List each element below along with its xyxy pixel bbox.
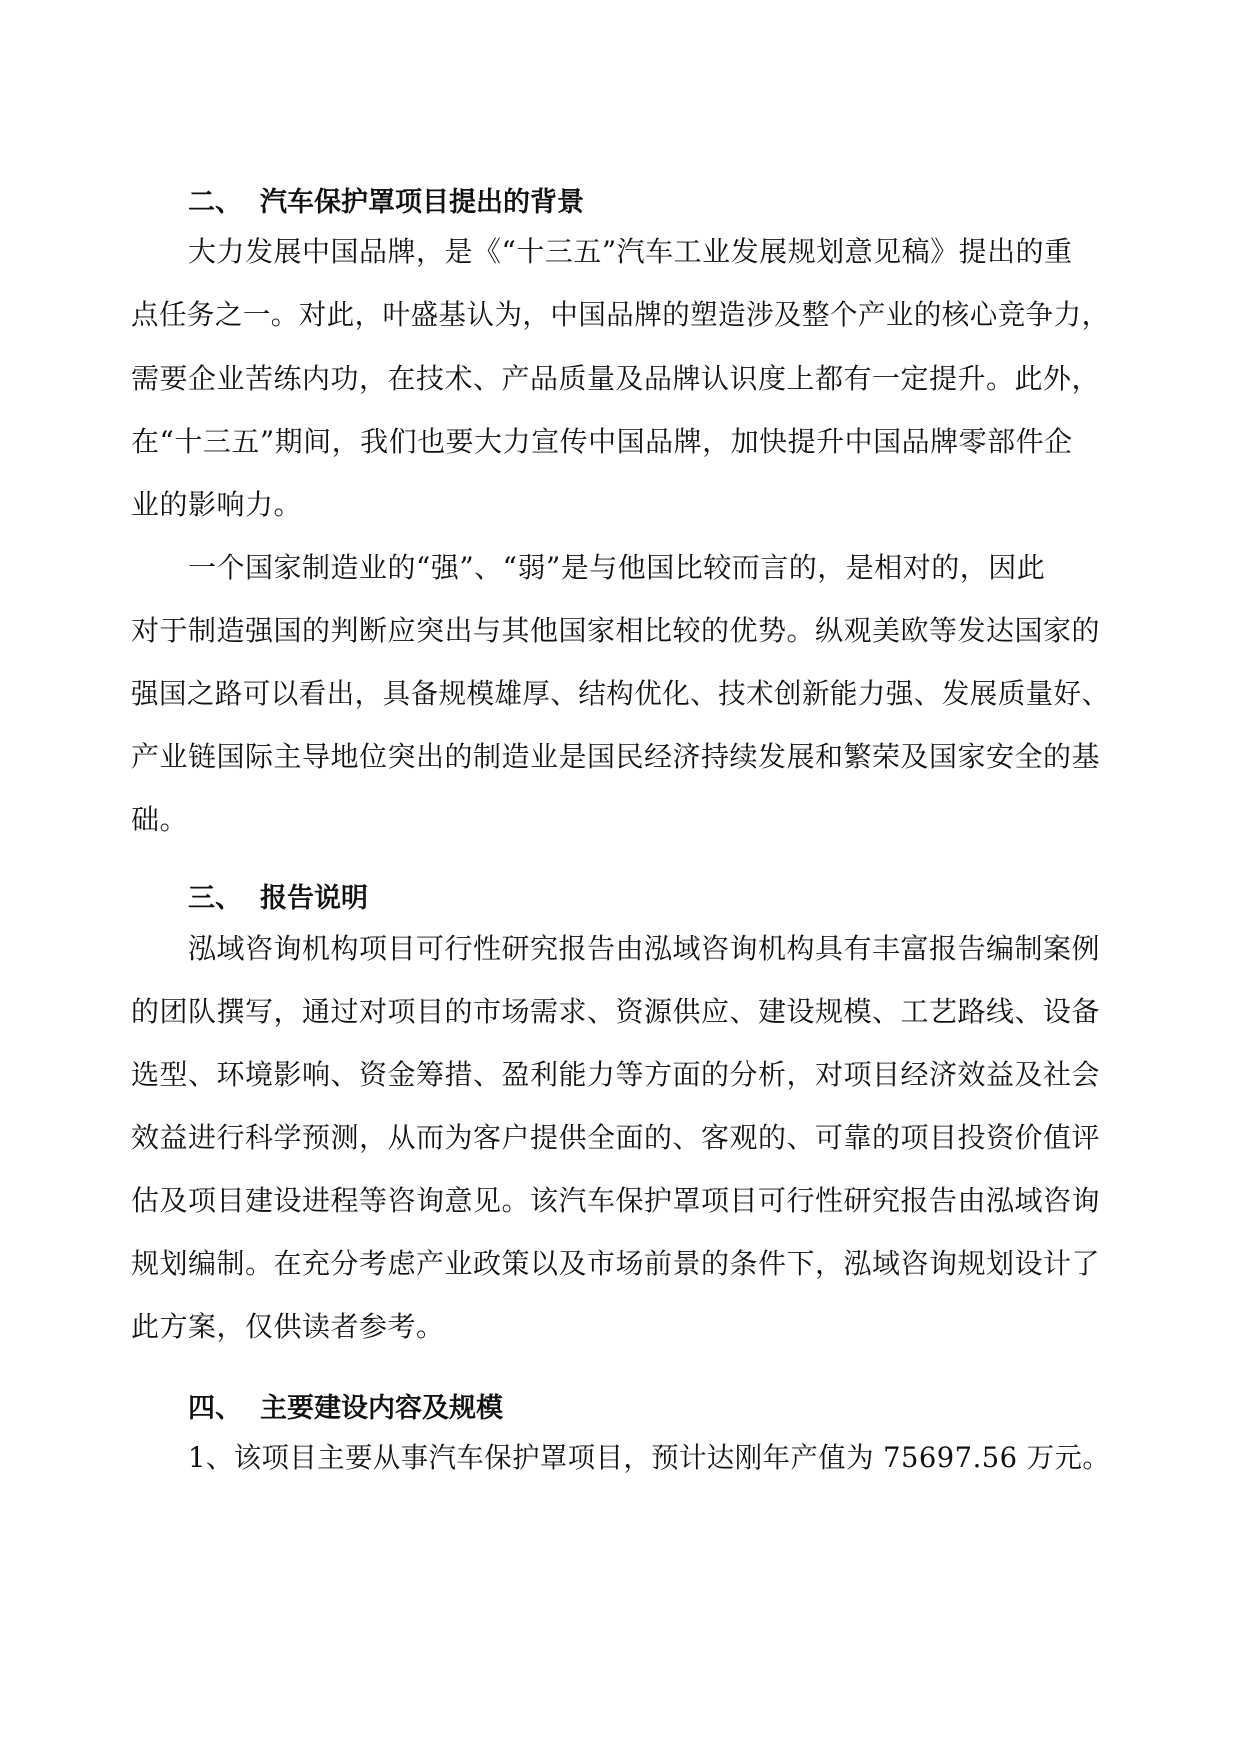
section-title: 报告说明 bbox=[260, 883, 368, 914]
paragraph-line: 需要企业苦练内功，在技术、产品质量及品牌认识度上都有一定提升。此外， bbox=[131, 362, 1101, 395]
section-heading bbox=[188, 183, 584, 223]
paragraph-line: 点任务之一。对此，叶盛基认为，中国品牌的塑造涉及整个产业的核心竞争力， bbox=[131, 298, 1110, 331]
paragraph-line: 对于制造强国的判断应突出与其他国家相比较的优势。纵观美欧等发达国家的 bbox=[131, 614, 1101, 647]
paragraph-line: 产业链国际主导地位突出的制造业是国民经济持续发展和繁荣及国家安全的基 bbox=[131, 740, 1101, 773]
paragraph-line: 选型、环境影响、资金筹措、盈利能力等方面的分析，对项目经济效益及社会 bbox=[131, 1058, 1101, 1091]
paragraph-line: 业的影响力。 bbox=[131, 488, 303, 521]
paragraph-line: 在“十三五”期间，我们也要大力宣传中国品牌，加快提升中国品牌零部件企 bbox=[131, 425, 1073, 458]
section-title: 汽车保护罩项目提出的背景 bbox=[260, 187, 584, 218]
section-heading bbox=[188, 1389, 503, 1429]
paragraph-line: 泓域咨询机构项目可行性研究报告由泓域咨询机构具有丰富报告编制案例 bbox=[188, 932, 1101, 965]
paragraph-line: 估及项目建设进程等咨询意见。该汽车保护罩项目可行性研究报告由泓域咨询 bbox=[131, 1184, 1101, 1217]
paragraph-line: 规划编制。在充分考虑产业政策以及市场前景的条件下，泓域咨询规划设计了 bbox=[131, 1247, 1101, 1280]
paragraph-line: 础。 bbox=[131, 803, 189, 836]
paragraph-line: 此方案，仅供读者参考。 bbox=[131, 1310, 445, 1343]
section-number: 三、 bbox=[188, 883, 242, 914]
section-number: 四、 bbox=[188, 1393, 242, 1424]
paragraph-line: 的团队撰写，通过对项目的市场需求、资源供应、建设规模、工艺路线、设备 bbox=[131, 995, 1101, 1028]
paragraph-line: 强国之路可以看出，具备规模雄厚、结构优化、技术创新能力强、发展质量好、 bbox=[131, 677, 1110, 710]
section-title: 主要建设内容及规模 bbox=[260, 1393, 503, 1424]
paragraph-line: 大力发展中国品牌，是《“十三五”汽车工业发展规划意见稿》提出的重 bbox=[188, 235, 1073, 268]
paragraph-line: 1、该项目主要从事汽车保护罩项目，预计达刚年产值为 75697.56 万元。 bbox=[188, 1441, 1111, 1474]
paragraph-line: 一个国家制造业的“强”、“弱”是与他国比较而言的，是相对的，因此 bbox=[188, 551, 1046, 584]
paragraph-line: 效益进行科学预测，从而为客户提供全面的、客观的、可靠的项目投资价值评 bbox=[131, 1121, 1101, 1154]
section-heading bbox=[188, 879, 368, 919]
section-number: 二、 bbox=[188, 187, 242, 218]
